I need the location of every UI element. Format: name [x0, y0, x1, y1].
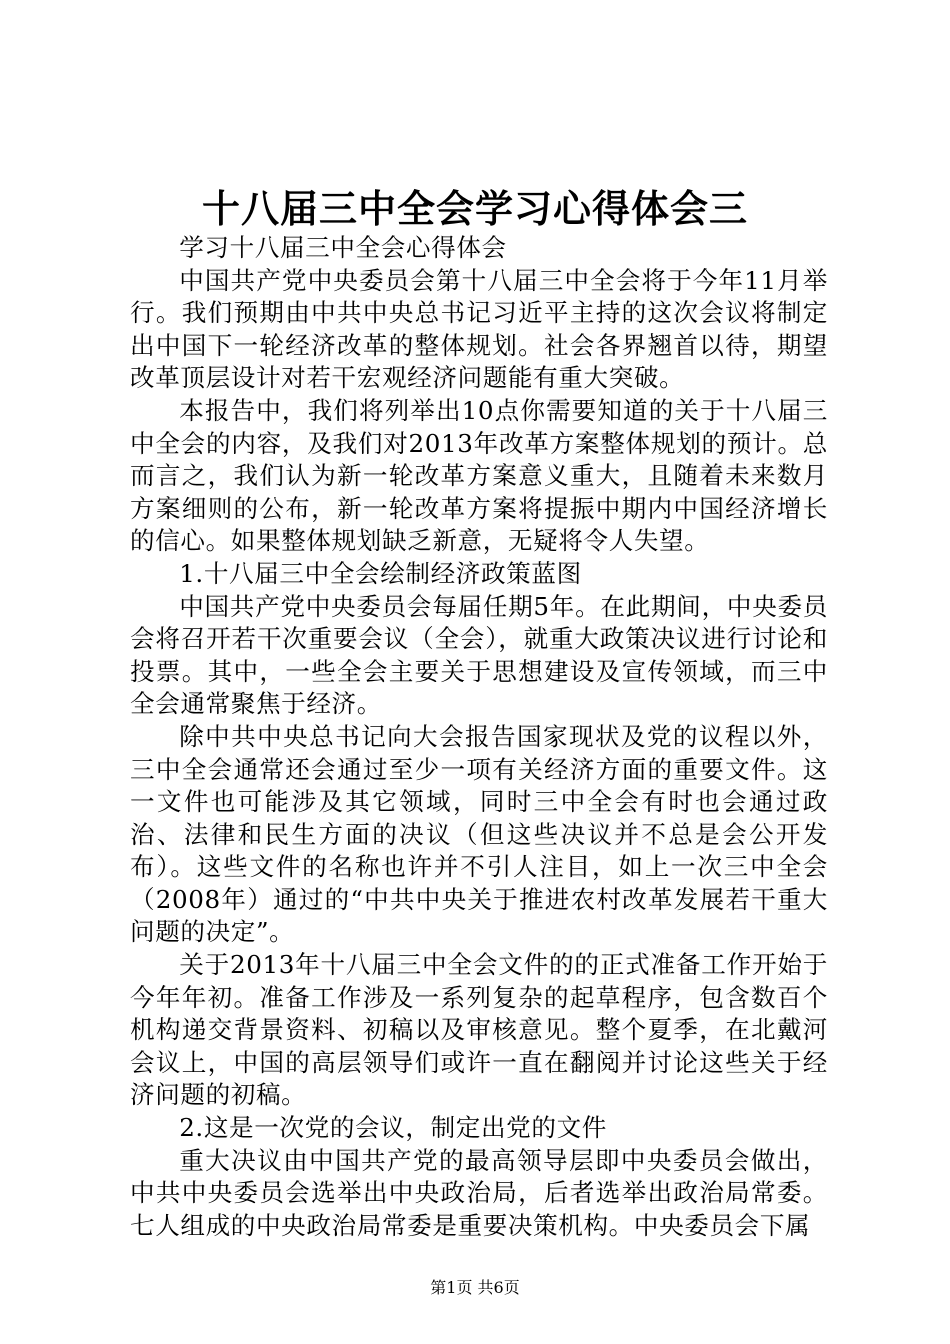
paragraph: 关于2013年十八届三中全会文件的的正式准备工作开始于今年年初。准备工作涉及一系列复杂的起草程序，包含数百个机构递交背景资料、初稿以及审核意见。整个夏季，在北戴河会议上，中国的高层领导们或许一直在翻阅并讨论这些关于经济问题的初稿。 [130, 950, 828, 1110]
paragraph-heading: 学习十八届三中全会心得体会 [179, 233, 507, 262]
paragraph: 除中共中央总书记向大会报告国家现状及党的议程以外，三中全会通常还会通过至少一项有关经济方面的重要文件。这一文件也可能涉及其它领域，同时三中全会有时也会通过政治、法律和民生方面的决议（但这些决议并不总是会公开发布）。这些文件的名称也许并不引人注目，如上一次三中全会（2008年）通过的“中共中央关于推进农村改革发展若干重大问题的决定”。 [130, 721, 828, 947]
paragraph: 本报告中，我们将列举出10点你需要知道的关于十八届三中全会的内容，及我们对2013年改革方案整体规划的预计。总而言之，我们认为新一轮改革方案意义重大，且随着未来数月方案细则的公布，新一轮改革方案将提振中期内中国经济增长的信心。如果整体规划缺乏新意，无疑将令人失望。 [130, 395, 828, 556]
section-heading: 1.十八届三中全会绘制经济政策蓝图 [179, 558, 582, 588]
paragraph: 中国共产党中央委员会每届任期5年。在此期间，中央委员会将召开若干次重要会议（全会），就重大政策决议进行讨论和投票。其中，一些全会主要关于思想建设及宣传领域，而三中全会通常聚焦于经济。 [130, 591, 828, 719]
page-number: 第1页 共6页 [430, 1278, 520, 1297]
section-heading: 2.这是一次党的会议，制定出党的文件 [179, 1113, 607, 1143]
document-body [130, 232, 828, 1242]
document-title: 十八届三中全会学习心得体会三 [201, 187, 748, 231]
paragraph: 中国共产党中央委员会第十八届三中全会将于今年11月举行。我们预期由中共中央总书记习近平主持的这次会议将制定出中国下一轮经济改革的整体规划。社会各界翘首以待，期望改革顶层设计对若干宏观经济问题能有重大突破。 [130, 265, 828, 393]
paragraph: 重大决议由中国共产党的最高领导层即中央委员会做出，中共中央委员会选举出中央政治局，后者选举出政治局常委。七人组成的中央政治局常委是重要决策机构。中央委员会下属 [130, 1145, 828, 1240]
